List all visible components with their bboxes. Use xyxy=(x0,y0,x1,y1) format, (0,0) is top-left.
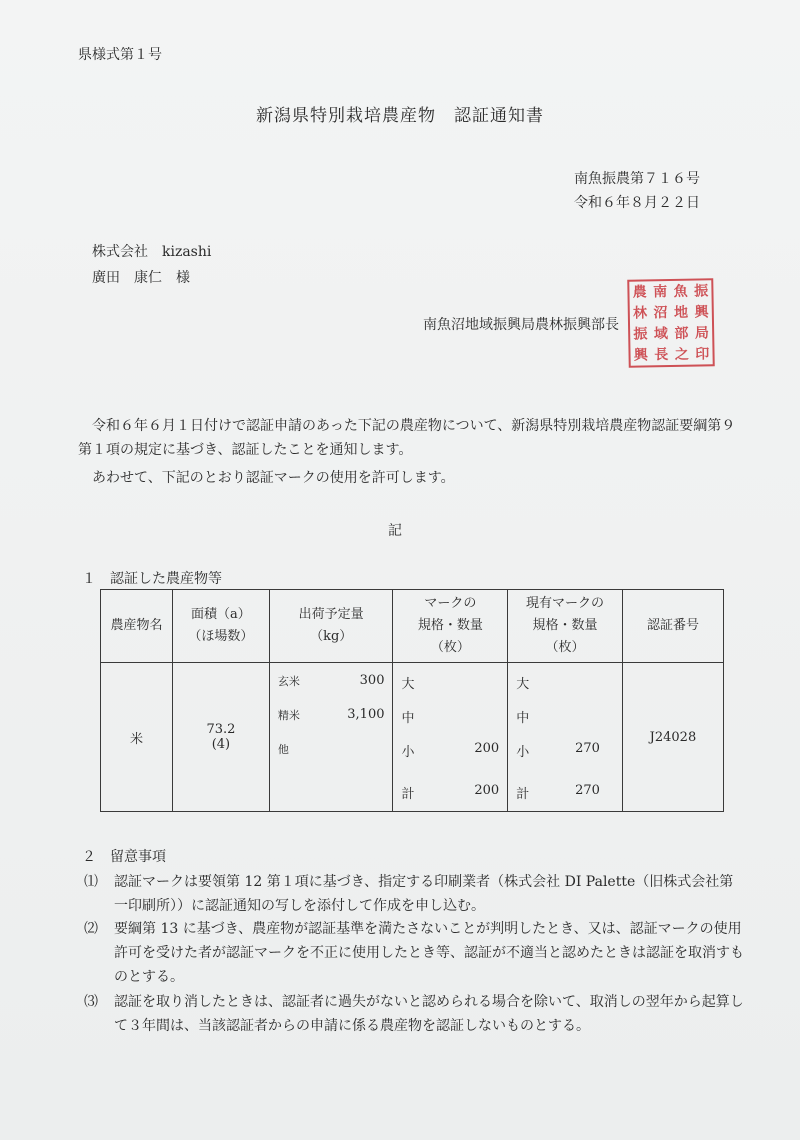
form-number: 県様式第１号 xyxy=(78,47,162,63)
header-mark-line1: マークの xyxy=(424,596,477,611)
header-existing-line1: 現有マークの xyxy=(526,596,605,611)
existing-total: 270 xyxy=(575,783,600,798)
cell-mark xyxy=(393,663,508,812)
header-cert-number xyxy=(622,590,723,663)
shipment-label: 玄米 xyxy=(277,675,300,688)
existing-line xyxy=(516,673,600,692)
header-existing-mark xyxy=(508,590,623,663)
shipment-value: 3,100 xyxy=(347,707,385,722)
body-paragraph-1: 令和６年６月１日付けで認証申請のあった下記の農産物について、新潟県特別栽培農産物認証要綱第９第１項の規定に基づき、認証したことを通知します。 xyxy=(78,418,736,458)
note-number: ⑴ xyxy=(84,874,98,890)
existing-line xyxy=(516,707,600,726)
header-existing-line3: （枚） xyxy=(545,640,585,655)
mark-size-label: 小 xyxy=(401,745,415,760)
stamp-char: 振 xyxy=(633,325,648,343)
stamp-char: 農 xyxy=(632,283,647,301)
mark-line xyxy=(401,741,499,760)
cert-number: J24028 xyxy=(649,729,697,745)
section-1-title: １ 認証した農産物等 xyxy=(82,571,222,587)
ki-heading: 記 xyxy=(388,523,402,539)
stamp-char: 之 xyxy=(674,346,689,363)
mark-total: 200 xyxy=(474,783,500,798)
cell-area xyxy=(172,663,269,812)
shipment-line xyxy=(278,673,385,689)
stamp-char: 部 xyxy=(674,325,689,342)
mark-line xyxy=(401,707,499,726)
existing-total-label: 計 xyxy=(516,787,530,802)
shipment-line xyxy=(278,707,385,723)
note-text: 認証を取り消したときは、認証者に過失がないと認められる場合を除いて、取消しの翌年から起算して３年間は、当該認証者からの申請に係る農産物を認証しないものとする。 xyxy=(114,994,744,1034)
note-number: ⑶ xyxy=(84,994,98,1010)
header-existing-line2: 規格・数量 xyxy=(532,618,598,633)
document-title: 新潟県特別栽培農産物 認証通知書 xyxy=(256,106,544,126)
shipment-label: 精米 xyxy=(277,709,300,722)
existing-size-label: 小 xyxy=(516,745,530,760)
cell-cert-number xyxy=(622,663,723,812)
stamp-char: 林 xyxy=(632,304,648,322)
mark-line xyxy=(401,783,499,802)
header-mark xyxy=(393,590,508,663)
existing-count: 270 xyxy=(575,741,600,756)
issue-date: 令和６年８月２２日 xyxy=(574,195,700,211)
sender-title: 南魚沼地域振興局農林振興部長 xyxy=(423,317,619,333)
header-area-line2: （ほ場数） xyxy=(188,629,254,644)
shipment-label: 他 xyxy=(277,743,289,756)
certified-products-table xyxy=(100,589,724,812)
reference-number: 南魚振農第７１６号 xyxy=(574,171,700,187)
mark-count: 200 xyxy=(474,741,500,756)
mark-size-label: 大 xyxy=(401,677,415,692)
recipient-name: 廣田 康仁 様 xyxy=(92,270,190,286)
body-paragraph-2: あわせて、下記のとおり認証マークの使用を許可します。 xyxy=(92,470,455,486)
recipient-company: 株式会社 kizashi xyxy=(92,244,212,260)
note-number: ⑵ xyxy=(84,921,98,937)
cell-crop xyxy=(101,663,173,812)
stamp-char: 南 xyxy=(653,283,668,300)
stamp-char: 振 xyxy=(694,282,709,300)
stamp-char: 興 xyxy=(694,303,709,321)
stamp-char: 印 xyxy=(695,345,710,363)
existing-size-label: 中 xyxy=(516,711,530,726)
cell-existing-mark xyxy=(508,663,623,812)
stamp-char: 地 xyxy=(673,304,689,321)
shipment-value: 300 xyxy=(359,673,385,688)
header-crop-label: 農産物名 xyxy=(110,618,163,633)
shipment-line xyxy=(278,741,385,757)
header-mark-line3: （枚） xyxy=(430,640,470,655)
mark-line xyxy=(401,673,499,692)
header-area xyxy=(172,590,269,663)
area-value: 73.2 xyxy=(206,722,236,737)
stamp-char: 域 xyxy=(653,325,669,342)
stamp-char: 興 xyxy=(633,346,648,364)
stamp-char: 魚 xyxy=(673,283,688,300)
header-shipment-line1: 出荷予定量 xyxy=(298,607,364,622)
stamp-char: 沼 xyxy=(653,304,668,321)
note-text: 要綱第 13 に基づき、農産物が認証基準を満たさないことが判明したとき、又は、認証マークの使用許可を受けた者が認証マークを不正に使用したとき等、認証が不適当と認めたときは認証を取消すものとする。 xyxy=(114,921,744,985)
note-text: 認証マークは要領第 12 第１項に基づき、指定する印刷業者（株式会社 DI Palette（旧株式会社第一印刷所））に認証通知の写しを添付して作成を申し込む。 xyxy=(114,874,734,914)
header-cert-number-label: 認証番号 xyxy=(646,618,699,633)
header-shipment-line2: （kg） xyxy=(310,629,353,644)
stamp-char: 長 xyxy=(654,346,669,363)
table-header-row xyxy=(101,590,724,663)
cell-shipment xyxy=(269,663,393,812)
field-count: (4) xyxy=(211,737,231,752)
existing-line xyxy=(516,741,600,760)
header-shipment xyxy=(269,590,393,663)
mark-size-label: 中 xyxy=(401,711,415,726)
stamp-char: 局 xyxy=(694,324,710,342)
table-row xyxy=(101,663,724,812)
official-seal-stamp xyxy=(627,278,715,367)
existing-line xyxy=(516,783,600,802)
header-crop xyxy=(101,590,173,663)
mark-total-label: 計 xyxy=(401,787,415,802)
header-area-line1: 面積（a） xyxy=(191,607,251,622)
header-mark-line2: 規格・数量 xyxy=(417,618,483,633)
section-2-title: ２ 留意事項 xyxy=(82,849,166,865)
crop-name: 米 xyxy=(129,731,143,747)
existing-size-label: 大 xyxy=(516,677,530,692)
